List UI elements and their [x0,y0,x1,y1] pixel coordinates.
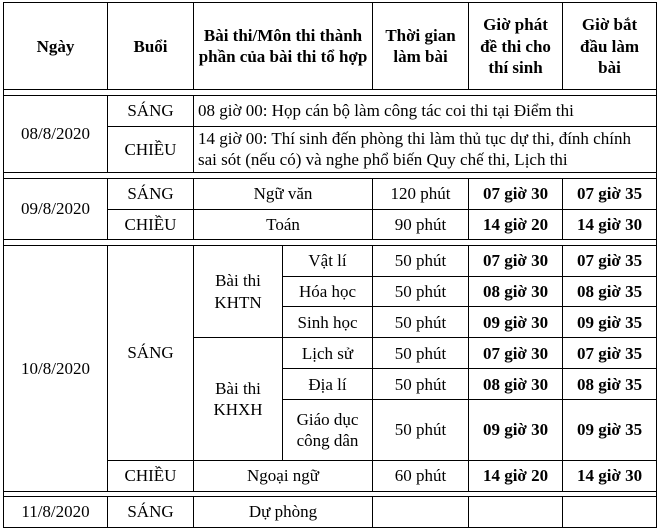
duration-cell: 60 phút [373,460,469,491]
start-time-cell [563,496,657,527]
table-row [4,178,657,209]
subject-cell: Vật lí [283,245,373,276]
session-cell: SÁNG [108,178,194,209]
duration-cell: 120 phút [373,178,469,209]
duration-cell [373,496,469,527]
session-cell: SÁNG [108,496,194,527]
start-time-cell: 14 giờ 30 [563,209,657,240]
subject-cell: Địa lí [283,369,373,400]
duration-cell: 50 phút [373,369,469,400]
session-cell: CHIỀU [108,209,194,240]
header-gio-bat-dau: Giờ bắt đầu làm bài [563,3,657,90]
dispatch-time-cell: 07 giờ 30 [469,245,563,276]
start-time-cell: 07 giờ 35 [563,178,657,209]
date-cell: 10/8/2020 [4,245,108,491]
start-time-cell: 08 giờ 35 [563,276,657,307]
duration-cell: 50 phút [373,338,469,369]
header-thoi-gian: Thời gian làm bài [373,3,469,90]
start-time-cell: 07 giờ 35 [563,338,657,369]
session-cell: SÁNG [108,245,194,460]
subject-cell: Dự phòng [194,496,373,527]
duration-cell: 50 phút [373,307,469,338]
subject-cell: Lịch sử [283,338,373,369]
dispatch-time-cell: 09 giờ 30 [469,307,563,338]
header-mon-thi: Bài thi/Môn thi thành phần của bài thi tổ hợp [194,3,373,90]
table-row [4,496,657,527]
dispatch-time-cell: 07 giờ 30 [469,338,563,369]
dispatch-time-cell: 14 giờ 20 [469,209,563,240]
start-time-cell: 07 giờ 35 [563,245,657,276]
start-time-cell: 09 giờ 35 [563,307,657,338]
subject-cell: Toán [194,209,373,240]
subject-cell: Ngoại ngữ [194,460,373,491]
dispatch-time-cell: 08 giờ 30 [469,369,563,400]
header-ngay: Ngày [4,3,108,90]
exam-schedule-table [3,2,657,528]
dispatch-time-cell: 14 giờ 20 [469,460,563,491]
session-cell: SÁNG [108,95,194,126]
subject-cell: Hóa học [283,276,373,307]
duration-cell: 50 phút [373,245,469,276]
table-row [4,95,657,126]
note-cell: 14 giờ 00: Thí sinh đến phòng thi làm thủ tục dự thi, đính chính sai sót (nếu có) và nghe phổ biến Quy chế thi, Lịch thi [194,126,657,173]
duration-cell: 50 phút [373,276,469,307]
date-cell: 08/8/2020 [4,95,108,173]
duration-cell: 50 phút [373,400,469,461]
start-time-cell: 09 giờ 35 [563,400,657,461]
khxh-group-cell: Bài thi KHXH [194,338,283,460]
header-gio-phat-de: Giờ phát đề thi cho thí sinh [469,3,563,90]
dispatch-time-cell: 09 giờ 30 [469,400,563,461]
subject-cell: Giáo dục công dân [283,400,373,461]
duration-cell: 90 phút [373,209,469,240]
session-cell: CHIỀU [108,126,194,173]
dispatch-time-cell [469,496,563,527]
table-row [4,245,657,276]
date-cell: 11/8/2020 [4,496,108,527]
subject-cell: Ngữ văn [194,178,373,209]
khtn-group-cell: Bài thi KHTN [194,245,283,338]
dispatch-time-cell: 07 giờ 30 [469,178,563,209]
start-time-cell: 08 giờ 35 [563,369,657,400]
session-cell: CHIỀU [108,460,194,491]
dispatch-time-cell: 08 giờ 30 [469,276,563,307]
date-cell: 09/8/2020 [4,178,108,240]
note-cell: 08 giờ 00: Họp cán bộ làm công tác coi thi tại Điểm thi [194,95,657,126]
start-time-cell: 14 giờ 30 [563,460,657,491]
header-buoi: Buổi [108,3,194,90]
subject-cell: Sinh học [283,307,373,338]
header-row [4,3,657,90]
